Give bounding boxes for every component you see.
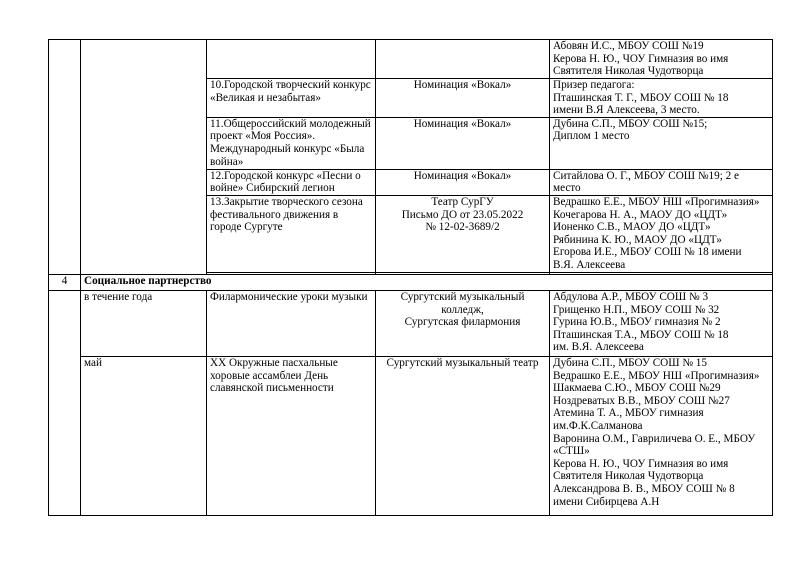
results-cell — [550, 40, 773, 79]
partner-line: Сургутская филармония — [404, 316, 521, 329]
result-line: Грищенко Н.П., МБОУ СОШ № 32 — [553, 303, 720, 316]
result-line: Кочегарова Н. А., МАОУ ДО «ЦДТ» — [553, 208, 728, 221]
result-line: имени Сибирцева А.Н — [553, 495, 660, 508]
results-cell — [550, 79, 773, 118]
result-line: Александрова В. В., МБОУ СОШ № 8 — [553, 482, 735, 495]
results-cell — [550, 117, 773, 169]
period-cell — [81, 40, 207, 275]
event-text: 10.Городской творческий конкурс «Великая и незабытая» — [210, 79, 371, 104]
result-line: В.Я. Алексеева — [553, 258, 626, 271]
result-line: «СТШ» — [553, 445, 590, 458]
nomination-line: Театр СурГУ — [431, 195, 494, 208]
table-row-year — [49, 290, 773, 356]
result-line: Дубина С.П., МБОУ СОШ № 15 — [553, 356, 707, 369]
table-row-may — [49, 356, 773, 515]
period-cell: май — [81, 356, 207, 515]
partner-cell: Сургутский музыкальный театр — [376, 356, 550, 515]
event-cell — [207, 40, 376, 79]
result-line: Ионенко С.В., МАОУ ДО «ЦДТ» — [553, 221, 711, 234]
section-number: 4 — [49, 274, 81, 290]
result-line: имени В.Я Алексеева, 3 место. — [553, 104, 700, 117]
event-cell — [207, 79, 376, 118]
results-cell — [550, 356, 773, 515]
result-line: им. В.Я. Алексеева — [553, 341, 644, 354]
results-cell — [550, 169, 773, 195]
result-line: Ведрашко Е.Е., МБОУ НШ «Прогимназия» — [553, 369, 760, 382]
event-cell — [207, 169, 376, 195]
result-line: Керова Н. Ю., ЧОУ Гимназия во имя — [553, 52, 729, 65]
result-line: Пташинская Т. Г., МБОУ СОШ № 18 — [553, 91, 729, 104]
event-cell — [207, 117, 376, 169]
result-line: Атемина Т. А., МБОУ гимназия — [553, 407, 704, 420]
section-row-4 — [49, 274, 773, 290]
results-cell — [550, 195, 773, 272]
event-cell: Филармонические уроки музыки — [207, 290, 376, 356]
partner-line: колледж, — [441, 303, 484, 316]
table-row-continuation — [49, 40, 773, 79]
nomination-cell — [376, 40, 550, 79]
result-line: Варонина О.М., Гавриличева О. Е., МБОУ — [553, 432, 756, 445]
results-cell — [550, 290, 773, 356]
result-line: Призер педагога: — [553, 79, 635, 91]
result-line: Шакмаева С.Ю., МБОУ СОШ №29 — [553, 382, 721, 395]
result-line: Ведрашко Е.Е., МБОУ НШ «Прогимназия» — [553, 195, 760, 208]
nomination-cell — [376, 195, 550, 272]
result-line: Святителя Николая Чудотворца — [553, 470, 704, 483]
event-text: 12.Городской конкурс «Песни о войне» Сибирский легион — [210, 169, 361, 195]
result-line: Святителя Николая Чудотворца — [553, 65, 704, 78]
result-line: Диплом 1 место — [553, 130, 630, 143]
partner-cell — [376, 290, 550, 356]
result-line: Абовян И.С., МБОУ СОШ №19 — [553, 40, 704, 52]
period-cell: в течение года — [81, 290, 207, 356]
result-line: Ноздреватых В.В., МБОУ СОШ №27 — [553, 394, 730, 407]
partner-line: Сургутский музыкальный — [400, 290, 525, 303]
nomination-cell: Номинация «Вокал» — [376, 79, 550, 118]
result-line: Егорова И.Е., МБОУ СОШ № 18 имени — [553, 246, 742, 259]
nomination-line: Письмо ДО от 23.05.2022 — [401, 208, 524, 221]
result-line: Рябинина К. Ю., МАОУ ДО «ЦДТ» — [553, 233, 722, 246]
nomination-cell: Номинация «Вокал» — [376, 169, 550, 195]
number-cell — [49, 290, 81, 515]
result-line: Гурина Ю.В., МБОУ гимназия № 2 — [553, 316, 721, 329]
number-cell — [49, 40, 81, 275]
result-line: Пташинская Т.А., МБОУ СОШ № 18 — [553, 328, 729, 341]
nomination-cell: Номинация «Вокал» — [376, 117, 550, 169]
events-table — [48, 39, 773, 516]
nomination-line: № 12-02-3689/2 — [425, 221, 500, 234]
result-line: Керова Н. Ю., ЧОУ Гимназия во имя — [553, 457, 729, 470]
event-text: XX Окружные пасхальные хоровые ассамблеи День славянской письменности — [210, 356, 338, 395]
section-title: Социальное партнерство — [81, 274, 773, 290]
result-line: место — [553, 182, 581, 195]
result-line: им.Ф.К.Салманова — [553, 419, 643, 432]
event-cell — [207, 356, 376, 515]
result-line: Ситайлова О. Г., МБОУ СОШ №19; 2 е — [553, 169, 739, 182]
result-line: Абдулова А.Р., МБОУ СОШ № 3 — [553, 290, 709, 303]
event-text: 11.Общероссийский молодежный проект «Моя Россия». Международный конкурс «Была война» — [210, 117, 371, 168]
event-text: 13.Закрытие творческого сезона фестивального движения в городе Сургуте — [210, 195, 363, 234]
event-cell — [207, 195, 376, 272]
result-line: Дубина С.П., МБОУ СОШ №15; — [553, 117, 708, 130]
